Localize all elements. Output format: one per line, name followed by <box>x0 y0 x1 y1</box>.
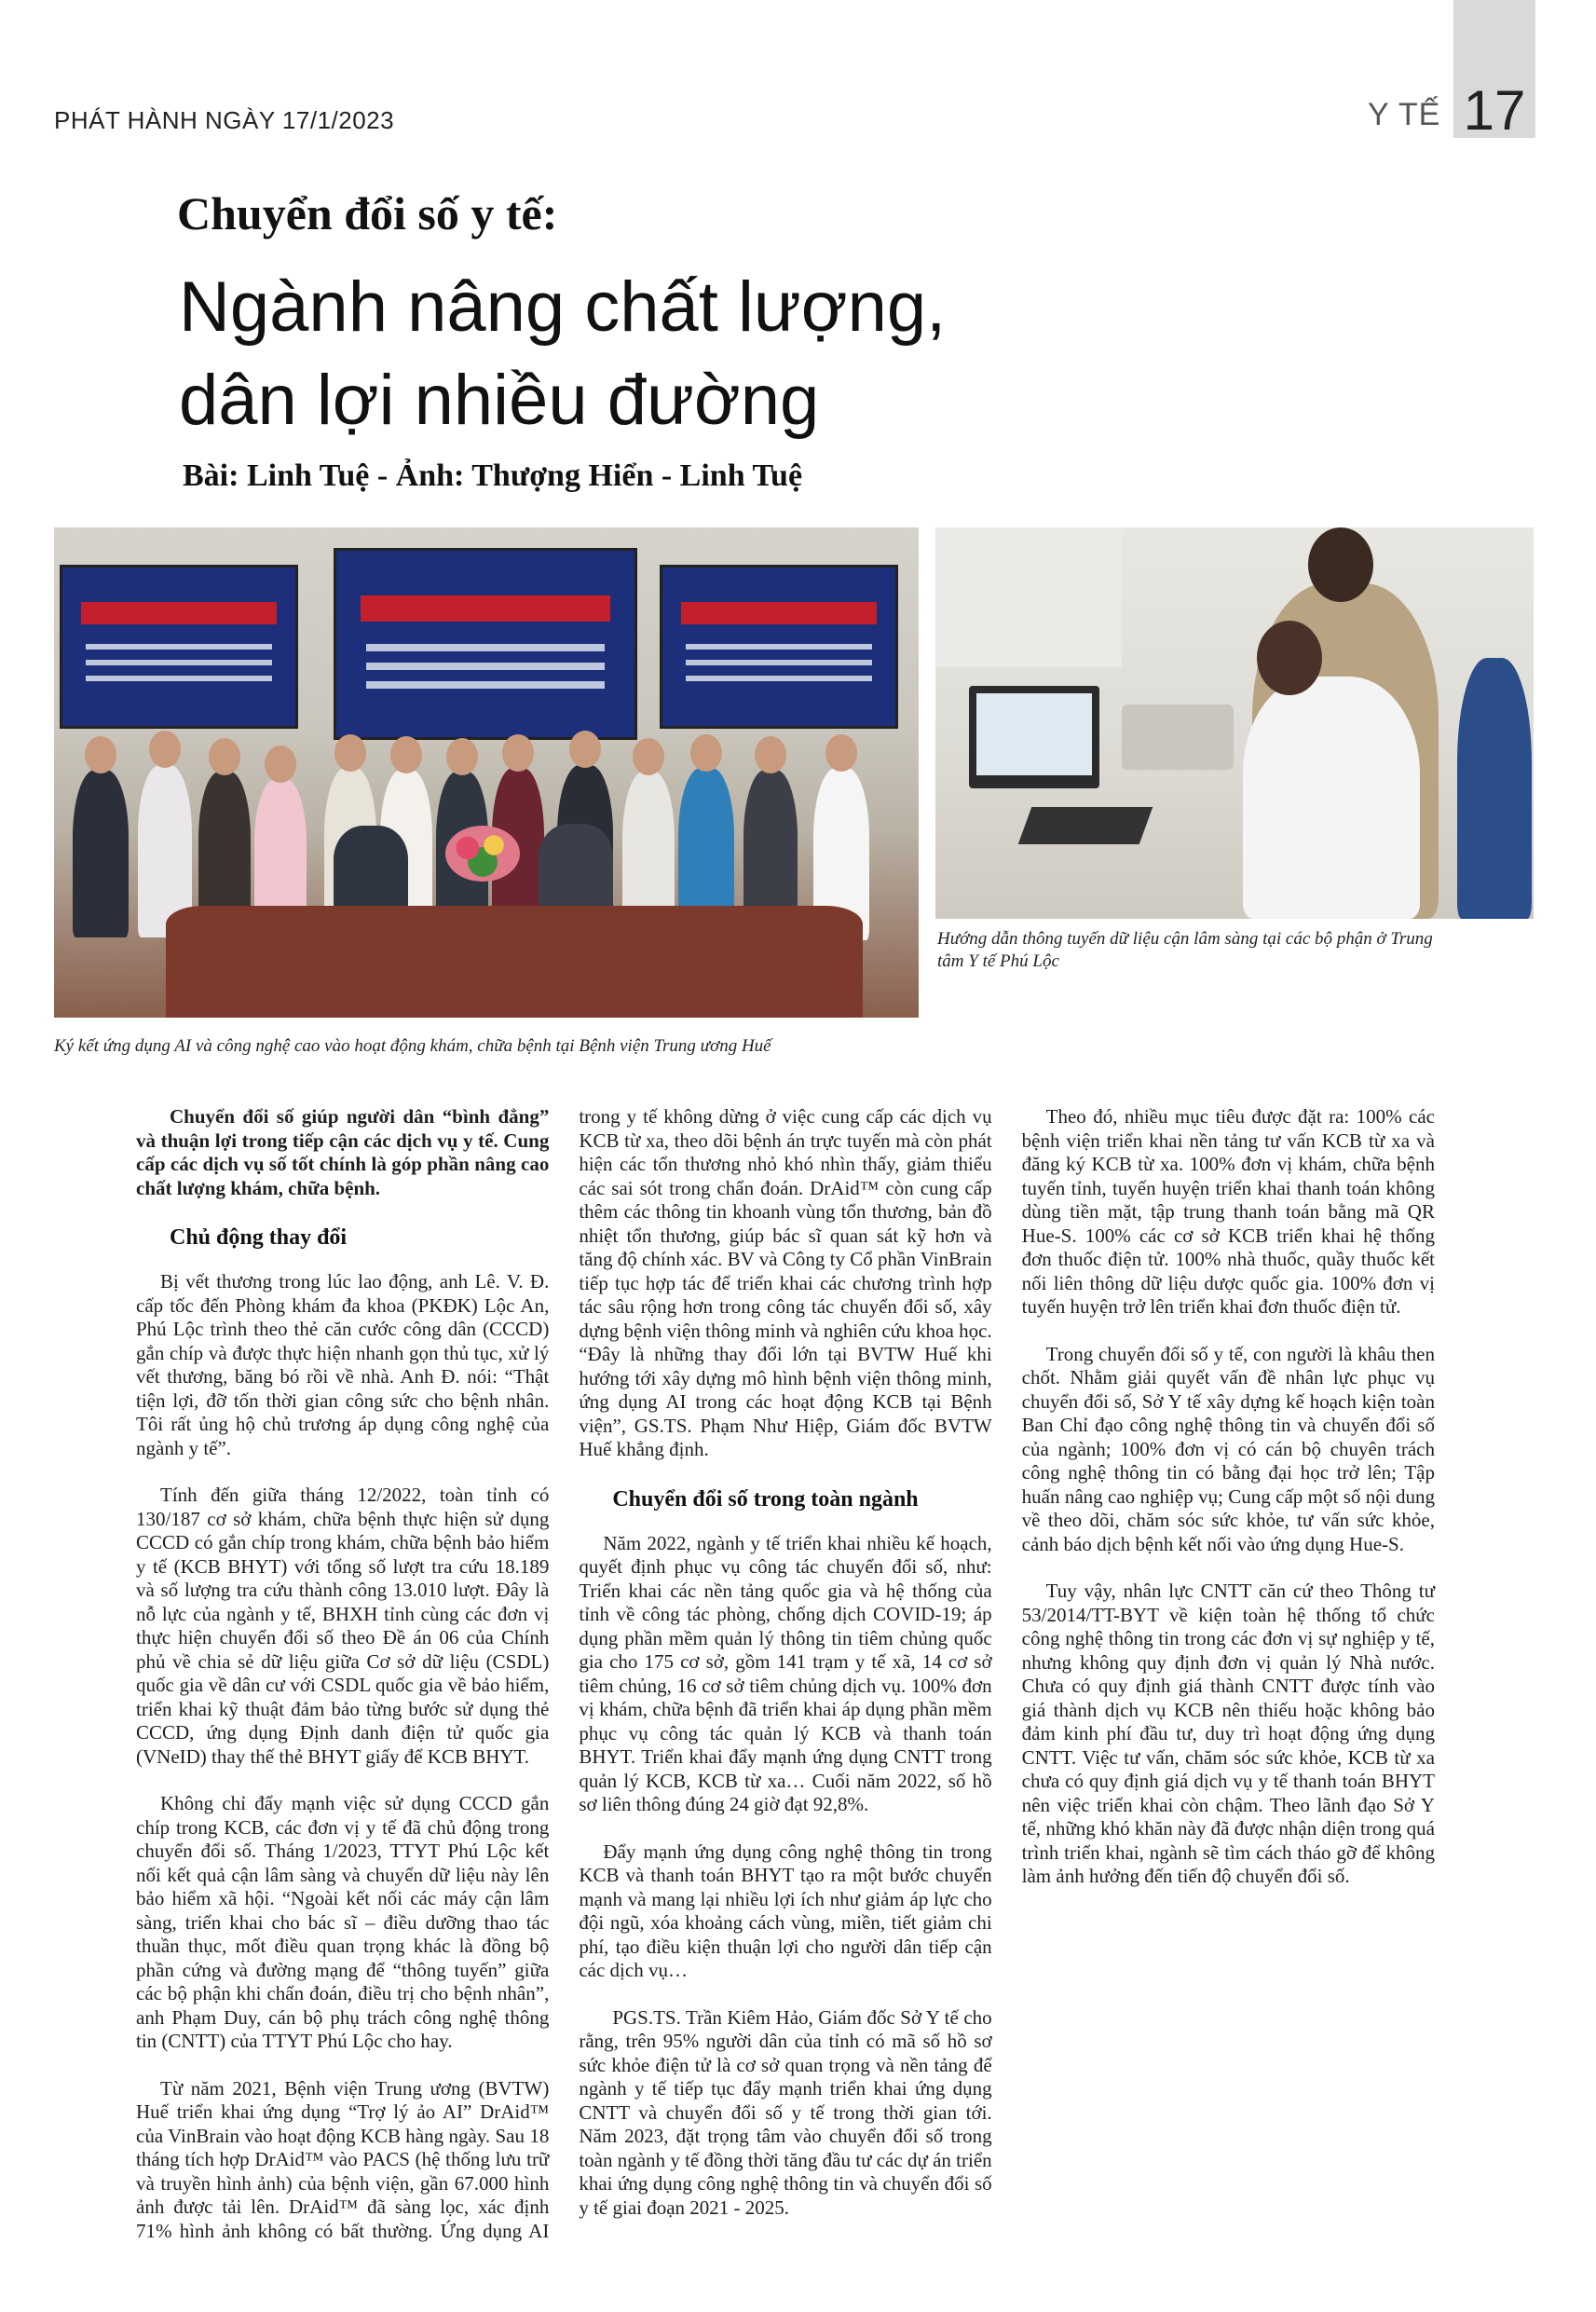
paragraph: Từ năm 2021, Bệnh viện Trung ương (BVTW) Huế triển khai ứng dụng “Trợ lý ảo AI” DrAid™ của VinBrain vào hoạt động KCB hàng ngày. Sau 18 tháng tích hợp DrAid™ vào PACS (hệ thống lưu trữ và truyền hình ảnh) của bệnh viện, gần 67.000 hình ảnh được tải lên. DrAid™ đã sàng lọc, xác định 71% hình ảnh không có bất thường. Ứng dụng AI trong y tế không dừng ở việc cung cấp các dịch vụ KCB từ xa, theo dõi bệnh án trực tuyến mà còn phát hiện các tổn thương nhỏ khó nhìn thấy, giảm thiểu các sai sót trong chẩn đoán. DrAid™ còn cung cấp thêm các thông tin khoanh vùng tổn thương, bản đồ nhiệt tổn thương, giúp bác sĩ quan sát kỹ hơn và tăng độ chính xác. BV và Công ty Cổ phần VinBrain tiếp tục hợp tác để triển khai các chương trình hợp tác sâu rộng hơn trong công tác chuyển đổi số, xây dựng bệnh viện thông minh và nghiên cứu khoa học. “Đây là những thay đổi lớn tại BVTW Huế khi hướng tới xây dựng mô hình bệnh viện thông minh, ứng dụng AI trong các hoạt động KCB tại Bệnh viện”, GS.TS. Phạm Như Hiệp, Giám đốc BVTW Huế khẳng định. <box>136 1105 992 2242</box>
page-number: 17 <box>1463 79 1526 142</box>
article-body <box>136 1105 1435 2255</box>
paragraph: Theo đó, nhiều mục tiêu được đặt ra: 100% các bệnh viện triển khai nền tảng tư vấn KCB từ xa và đăng ký KCB từ xa. 100% đơn vị khám, chữa bệnh tuyến tỉnh, tuyến huyện triển khai thanh toán không dùng tiền mặt, tập trung thanh toán bằng mã QR Hue-S. 100% các cơ sở KCB triển khai hệ thống đơn thuốc điện tử. 100% nhà thuốc, quầy thuốc kết nối liên thông dữ liệu dược quốc gia. 100% đơn vị tuyến huyện trở lên triển khai đơn thuốc điện tử. <box>1021 1105 1435 1318</box>
printer <box>1122 705 1234 770</box>
signing-ceremony-photo <box>54 527 919 1018</box>
article-headline <box>179 261 1297 447</box>
subheading-chuyen-doi-so-toan-nganh: Chuyển đổi số trong toàn ngành <box>612 1486 919 1512</box>
side-photo-caption: Hướng dẫn thông tuyến dữ liệu cận lâm sàng tại các bộ phận ở Trung tâm Y tế Phú Lộc <box>937 929 1433 971</box>
paragraph: Không chỉ đẩy mạnh việc sử dụng CCCD gắn chíp trong KCB, các đơn vị y tế đã chủ động trong chuyển đổi số. Tháng 1/2023, TTYT Phú Lộc kết nối kết quả cận lâm sàng và chuyển dữ liệu này lên bảo hiểm xã hội. “Ngoài kết nối các máy cận lâm sàng, triển khai cho bác sĩ – điều dưỡng thao tác thuần thục, mốt điều quan trọng khác là đồng bộ phần cứng và đường mạng để “thông tuyến” giữa các bộ phận khi chẩn đoán, điều trị cho bệnh nhân”, anh Phạm Duy, cán bộ phụ trách công nghệ thông tin (CNTT) của TTYT Phú Lộc cho hay. <box>136 1792 550 2052</box>
subheading-chu-dong-thay-doi: Chủ động thay đổi <box>170 1225 348 1250</box>
keyboard <box>1018 807 1153 844</box>
section-label: Y TẾ <box>1368 97 1441 132</box>
main-photo-caption: Ký kết ứng dụng AI và công nghệ cao vào hoạt động khám, chữa bệnh tại Bệnh viện Trung ương Huế <box>54 1036 771 1056</box>
screen-center <box>334 548 637 740</box>
flower-arrangement <box>445 826 520 882</box>
data-entry-photo <box>935 527 1534 919</box>
paragraph: PGS.TS. Trần Kiêm Hảo, Giám đốc Sở Y tế cho rằng, trên 95% người dân của tỉnh có mã số hồ sơ sức khỏe điện tử là cơ sở quan trọng và nền tảng để ngành y tế tiếp tục đẩy mạnh triển khai ứng dụng CNTT và chuyển đổi số y tế trong thời gian tới. Năm 2023, đặt trọng tâm vào chuyển đổi số trong toàn ngành y tế đồng thời tăng đầu tư các dự án triển khai ứng dụng công nghệ thông tin và chuyển đổi số y tế giai đoạn 2021 - 2025. <box>579 2005 992 2219</box>
article-lead: Chuyển đổi số giúp người dân “bình đẳng” và thuận lợi trong tiếp cận các dịch vụ y tế. Cung cấp các dịch vụ số tốt chính là góp phần nâng cao chất lượng khám, chữa bệnh. <box>136 1105 550 1199</box>
article-byline: Bài: Linh Tuệ - Ảnh: Thượng Hiển - Linh Tuệ <box>183 458 803 493</box>
screen-left <box>60 565 298 729</box>
paragraph: Bị vết thương trong lúc lao động, anh Lê. V. Đ. cấp tốc đến Phòng khám đa khoa (PKĐK) Lộc An, Phú Lộc trình theo thẻ căn cước công dân (CCCD) gắn chíp và được thực hiện nhanh gọn thủ tục, xử lý vết thương, băng bó rồi về nhà. Anh Đ. nói: “Thật tiện lợi, đỡ tốn thời gian công sức cho bệnh nhân. Tôi rất ủng hộ chủ trương áp dụng công nghệ của ngành y tế”. <box>136 1270 550 1459</box>
paragraph: Tuy vậy, nhân lực CNTT căn cứ theo Thông tư 53/2014/TT-BYT về kiện toàn hệ thống tổ chức công nghệ thông tin trong các đơn vị sự nghiệp y tế, nhưng không quy định đơn vị quản lý Nhà nước. Chưa có quy định giá thành CNTT được tính vào giá thành dịch vụ KCB nên thiếu hoặc không bảo đảm kinh phí đầu tư, duy trì hoạt động ứng dụng CNTT. Việc tư vấn, chăm sóc sức khỏe, KCB từ xa chưa có quy định giá dịch vụ y tế thanh toán BHYT nên việc triển khai còn chậm. Theo lãnh đạo Sở Y tế, những khó khăn này đã được nhận diện trong quá trình triển khai, ngành sẽ tìm cách tháo gỡ để không làm ảnh hưởng đến tiến độ chuyển đổi số. <box>1021 1580 1435 1887</box>
conference-table <box>166 906 863 1018</box>
paragraph: Tính đến giữa tháng 12/2022, toàn tỉnh có 130/187 cơ sở khám, chữa bệnh thực hiện sử dụng CCCD có gắn chíp trong khám, chữa bệnh bảo hiểm y tế (KCB BHYT) với tổng số lượt tra cứu 18.189 và số lượng tra cứu thành công 13.010 lượt. Đây là nỗ lực của ngành y tế, BHXH tỉnh cùng các đơn vị thực hiện chuyển đổi số theo Đề án 06 của Chính phủ về chia sẻ dữ liệu giữa Cơ sở dữ liệu (CSDL) quốc gia về dân cư với CSDL quốc gia về bảo hiểm, triển khai kỹ thuật đảm bảo từng bước sử dụng thẻ CCCD, ứng dụng Định danh điện tử quốc gia (VNeID) thay thế thẻ BHYT giấy để KCB BHYT. <box>136 1484 550 1768</box>
paragraph: Năm 2022, ngành y tế triển khai nhiều kế hoạch, quyết định phục vụ công tác chuyển đổi số, như: Triển khai các nền tảng quốc gia và hệ thống của tỉnh về công tác phòng, chống dịch COVID-19; áp dụng phần mềm quản lý thông tin tiêm chủng quốc gia cho 175 cơ sở, gồm 141 trạm y tế xã, 14 cơ sở tiêm chủng, 16 cơ sở tiêm chủng dịch vụ. 100% đơn vị khám, chữa bệnh đã triển khai áp dụng phần mềm phục vụ công tác quản lý KCB và thanh toán BHYT. Triển khai đẩy mạnh ứng dụng CNTT trong quản lý KCB, KCB từ xa… Cuối năm 2022, số hồ sơ liên thông đúng 24 giờ đạt 92,8%. <box>579 1531 992 1815</box>
issue-date: PHÁT HÀNH NGÀY 17/1/2023 <box>54 106 395 134</box>
headline-line-1: Ngành nâng chất lượng, <box>179 267 947 347</box>
article-kicker: Chuyển đổi số y tế: <box>177 187 558 239</box>
paragraph: Đẩy mạnh ứng dụng công nghệ thông tin trong KCB và thanh toán BHYT tạo ra một bước chuyển mạnh và mang lại nhiều lợi ích như giảm áp lực cho đội ngũ, xóa khoảng cách vùng, miền, tiết giảm chi phí, tạo điều kiện thuận lợi cho người dân tiếp cận các dịch vụ… <box>579 1840 992 1981</box>
screen-right <box>660 565 898 729</box>
paragraph: Trong chuyển đổi số y tế, con người là khâu then chốt. Nhằm giải quyết vấn đề nhân lực phục vụ chuyển đổi số, Sở Y tế xây dựng kế hoạch kiện toàn Ban Chỉ đạo công nghệ thông tin và chuyển đổi số của ngành; 100% đơn vị có cán bộ chuyên trách công nghệ thông tin có bằng đại học trở lên; Tập huấn nâng cao nghiệp vụ; Cung cấp một số nội dung về theo dõi, chăm sóc sức khỏe, tư vấn sức khỏe, cảnh báo dịch bệnh kết nối vào ứng dụng Hue-S. <box>1021 1342 1435 1555</box>
headline-line-2: dân lợi nhiều đường <box>179 361 820 440</box>
